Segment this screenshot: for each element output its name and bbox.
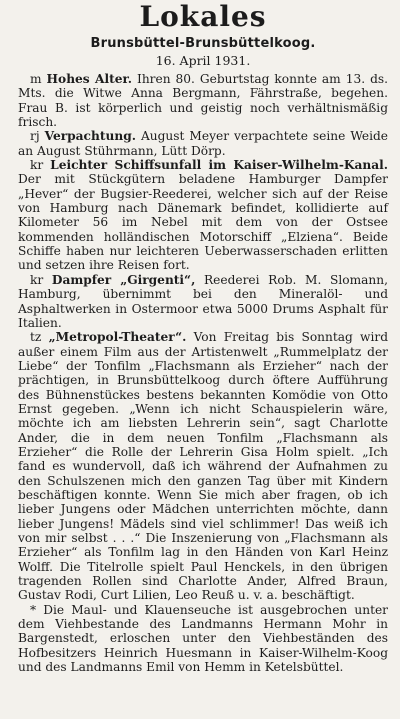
article-metropol-theater [18,330,388,603]
article-schiffsunfall [18,158,388,273]
article-kicker: rj [30,129,40,144]
article-body: August Meyer verpachtete seine Weide an August Stührmann, Lütt Dörp. [18,129,389,158]
article-headline: Hohes Alter. [46,72,133,86]
article-kicker: kr [30,158,44,173]
article-body: Von Freitag bis Sonntag wird außer einem Film aus der Artistenwelt „Rummelplatz der Liebe“ der Tonfilm „Flachsmann als Erzieher“ nach der prächtigen, in Brunsbüttelkoog durch öftere Aufführung des Bühnenstückes bestens bekannten Komödie von Otto Ernst gegeben. „Wenn ich nicht Schauspielerin wäre, möchte ich am liebsten Lehrerin sein“, sagt Charlotte Ander, die in dem neuen Tonfilm „Flachsmann als Erzieher“ die Rolle der Lehrerin Gisa Holm spielt. „Ich fand es wundervoll, daß ich während der Aufnahmen zu den Schulszenen mich den ganzen Tag über mit Kindern beschäftigen konnte. Wenn Sie mich aber fragen, ob ich lieber Jungens oder Mädchen unterrichten möchte, dann lieber Jungens! Mädels sind viel schlimmer! Das weiß ich von mir selbst . . .“ Die Inszenierung von „Flachsmann als Erzieher“ als Tonfilm lag in den Händen von Karl Heinz Wolff. Die Titelrolle spielt Paul Henckels, in den übrigen tragenden Rollen sind Charlotte Ander, Alfred Braun, Gustav Rodi, Curt Lilien, Leo Reuß u. v. a. beschäftigt. [18,330,389,603]
article-headline: „Metropol-Theater“. [48,330,187,345]
article-body: Reederei Rob. M. Slomann, Hamburg, übernimmt bei den Mineralöl- und Asphaltwerken in Ostermoor etwa 5000 Drums Asphalt für Italien. [18,272,389,330]
article-verpachtung [18,129,388,158]
article-body: Ihren 80. Geburtstag konnte am 13. ds. Mts. die Witwe Anna Bergmann, Fährstraße, begehen. Frau B. ist körperlich und geistig noch verhältnismäßig frisch. [18,72,388,130]
article-maul-und-klauenseuche [18,603,388,675]
article-kicker: kr [30,272,44,287]
article-headline: Verpachtung. [44,129,136,144]
article-body: Die Maul- und Klauenseuche ist ausgebrochen unter dem Viehbestande des Landmanns Hermann Mohr in Bargenstedt, erloschen unter den Viehbeständen des Hofbesitzers Heinrich Huesmann in Kaiser-Wilhelm-Koog und des Landmanns Emil von Hemm in Ketelsbüttel. [18,602,388,675]
section-title: Lokales [139,0,267,33]
article-headline: Dampfer „Girgenti“, [51,272,196,287]
article-hohes-alter [18,72,388,129]
article-dampfer-girgenti [18,273,388,330]
section-subtitle: Brunsbüttel-Brunsbüttelkoog. [90,36,316,51]
article-kicker: tz [30,330,42,345]
article-kicker: m [30,72,42,86]
article-headline: Leichter Schiffsunfall im Kaiser-Wilhelm-Kanal. [50,158,388,173]
article-body: Der mit Stückgütern beladene Hamburger Dampfer „Hever“ der Bugsier-Reederei, welcher sich auf der Reise von Hamburg nach Dänemark befindet, kollidierte auf Kilometer 56 im Nebel mit dem von der Ostsee kommenden holländischen Motorschiff „Elziena“. Beide Schiffe haben nur leichteren Ueberwasserschaden erlitten und setzen ihre Reisen fort. [18,172,388,273]
dateline: 16. April 1931. [155,53,251,68]
article-kicker: * [30,602,37,617]
